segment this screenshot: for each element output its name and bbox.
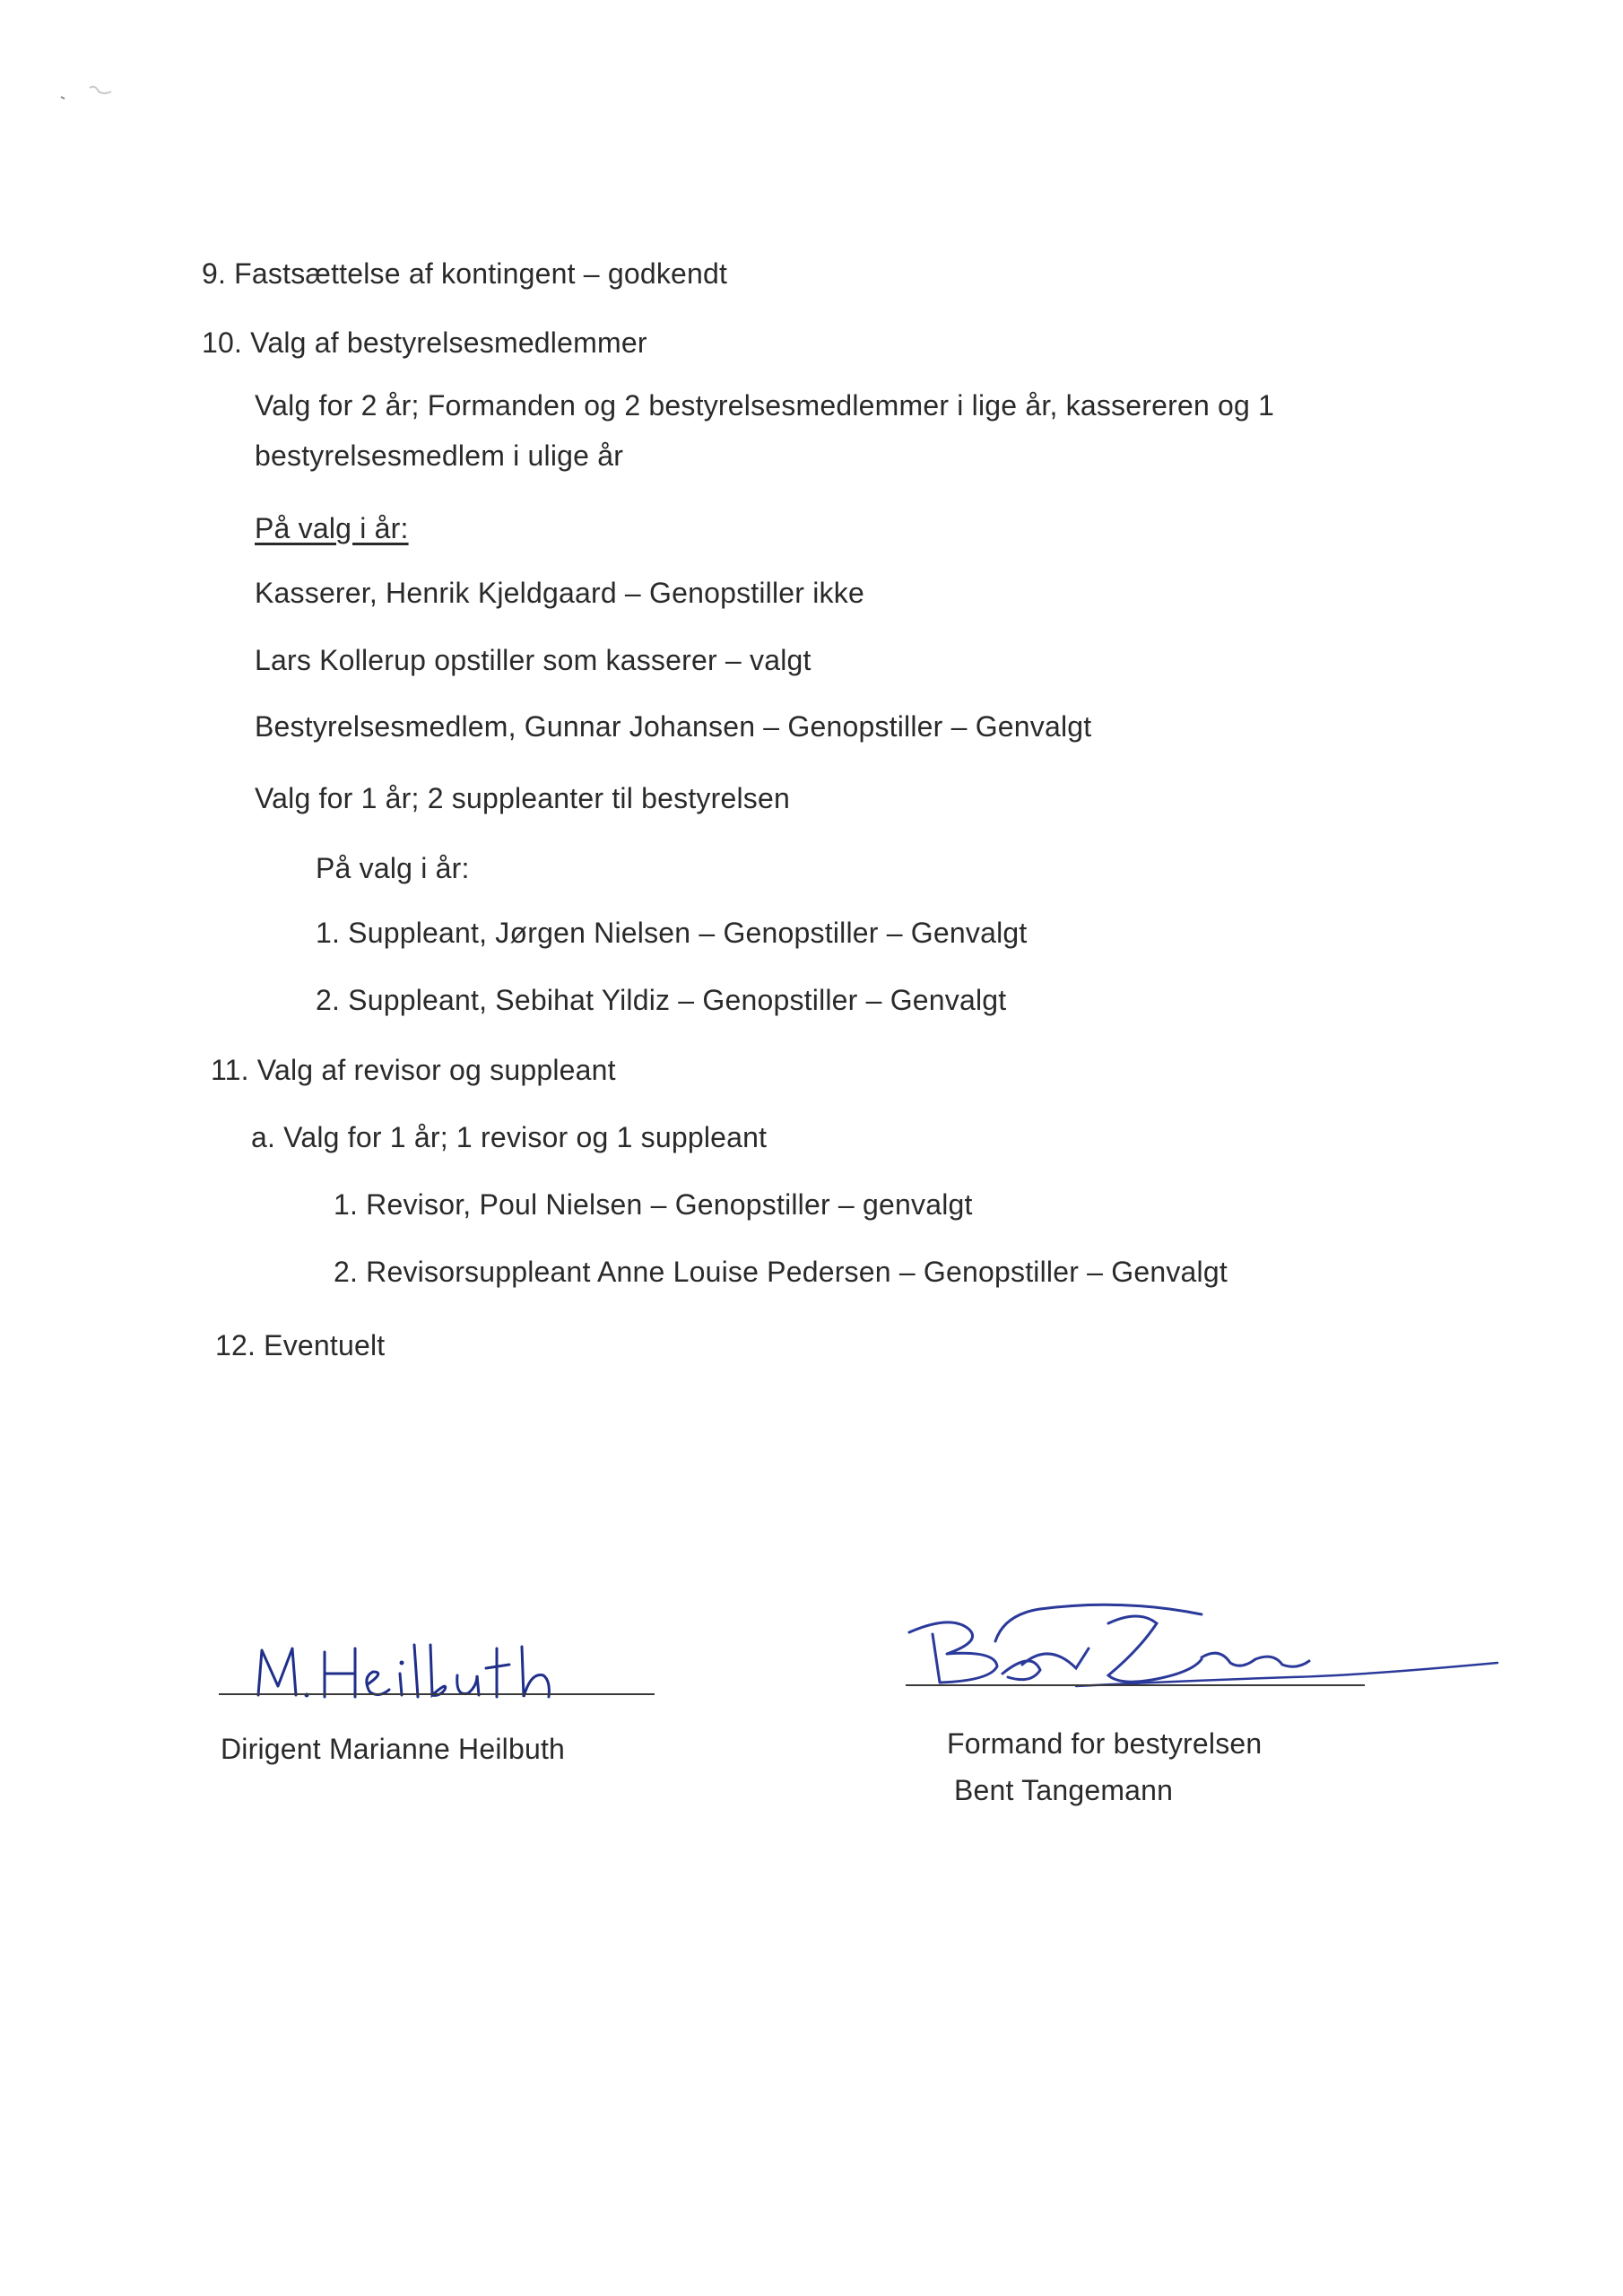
signature-line-left: [219, 1693, 655, 1695]
agenda-item-10-title: 10. Valg af bestyrelsesmedlemmer: [202, 326, 647, 359]
agenda-item-10-intro-line2: bestyrelsesmedlem i ulige år: [255, 439, 624, 472]
substitutes-heading: På valg i år:: [316, 852, 470, 884]
up-for-election-heading: På valg i år:: [255, 512, 409, 544]
auditor-1: 1. Revisor, Poul Nielsen – Genopstiller – genvalgt: [334, 1188, 973, 1221]
agenda-item-11-title: 11. Valg af revisor og suppleant: [211, 1054, 616, 1086]
election-entry-treasurer: Kasserer, Henrik Kjeldgaard – Genopstiller ikke: [255, 577, 864, 609]
signature-caption-left: Dirigent Marianne Heilbuth: [221, 1733, 566, 1765]
agenda-item-10-intro-line1: Valg for 2 år; Formanden og 2 bestyrelsesmedlemmer i lige år, kassereren og 1: [255, 389, 1275, 422]
election-entry-new-treasurer: Lars Kollerup opstiller som kasserer – valgt: [255, 644, 812, 676]
agenda-item-11-sub-a: a. Valg for 1 år; 1 revisor og 1 suppleant: [251, 1121, 768, 1153]
substitute-2: 2. Suppleant, Sebihat Yildiz – Genopstiller – Genvalgt: [316, 984, 1007, 1016]
agenda-item-12: 12. Eventuelt: [215, 1329, 386, 1361]
signature-line-right: [906, 1684, 1365, 1686]
signature-caption-right-name: Bent Tangemann: [954, 1774, 1174, 1806]
scan-artifact: [54, 79, 126, 106]
election-entry-board-member: Bestyrelsesmedlem, Gunnar Johansen – Genopstiller – Genvalgt: [255, 710, 1092, 743]
auditor-2: 2. Revisorsuppleant Anne Louise Pedersen – Genopstiller – Genvalgt: [334, 1256, 1228, 1288]
signature-right: [897, 1587, 1506, 1704]
election-entry-substitutes-intro: Valg for 1 år; 2 suppleanter til bestyrelsen: [255, 782, 790, 814]
substitute-1: 1. Suppleant, Jørgen Nielsen – Genopstiller – Genvalgt: [316, 917, 1028, 949]
signature-caption-right-title: Formand for bestyrelsen: [947, 1727, 1263, 1760]
agenda-item-9: 9. Fastsættelse af kontingent – godkendt: [202, 257, 728, 290]
